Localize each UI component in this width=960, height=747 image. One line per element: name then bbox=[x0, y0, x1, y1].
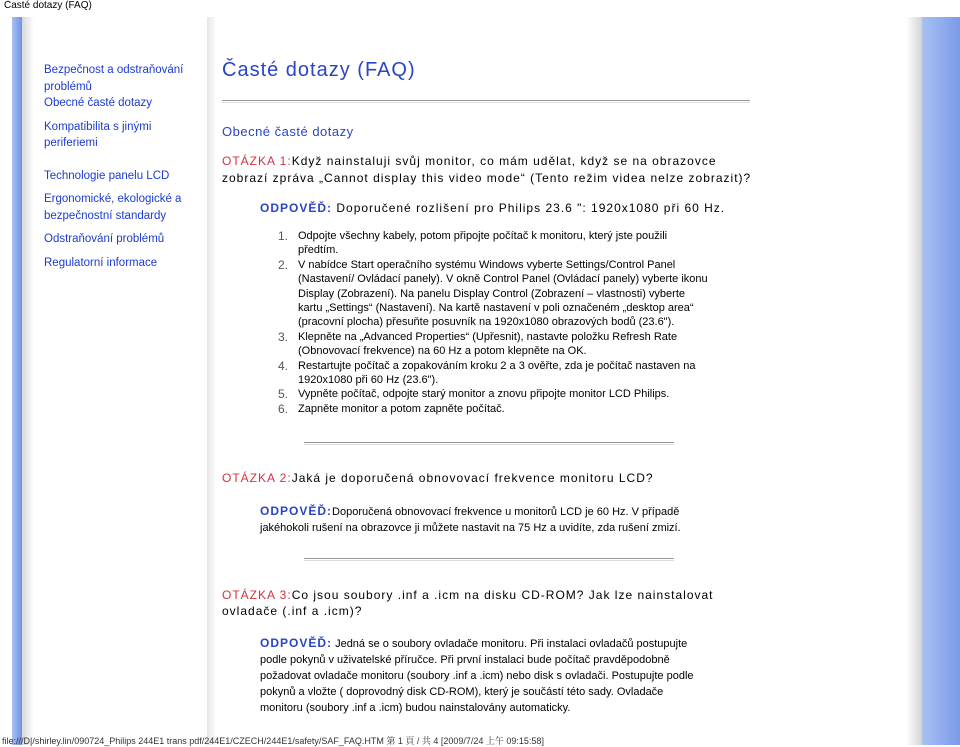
list-item: 4. Restartujte počítač a zopakováním kroku 2 a 3 ověřte, zda je počítač nastaven na 1920x1080 při 60 Hz (23.6"). bbox=[278, 358, 696, 387]
answer-1-label: ODPOVĚĎ: bbox=[260, 201, 333, 215]
page-title: Časté dotazy (FAQ) bbox=[222, 59, 416, 81]
question-3 bbox=[222, 587, 752, 620]
right-decor-stripe bbox=[922, 17, 960, 745]
answer-1-steps bbox=[278, 229, 708, 416]
window-title: Časté dotazy (FAQ) bbox=[4, 0, 92, 11]
sidebar-item-troubleshooting[interactable]: Odstraňování problémů bbox=[44, 233, 165, 245]
question-1-text: Když nainstaluji svůj monitor, co mám udělat, když se na obrazovce zobrazí zpráva „Cannot display this video mode“ (Tento režim videa nelze zobrazit)? bbox=[222, 154, 752, 185]
answer-1 bbox=[260, 200, 752, 217]
list-item: 5. Vypněte počítač, odpojte starý monitor a znovu připojte monitor LCD Philips. bbox=[278, 387, 670, 402]
left-decor-stripe bbox=[12, 17, 22, 745]
question-3-label: OTÁZKA 3: bbox=[222, 587, 292, 602]
question-1 bbox=[222, 153, 752, 186]
left-decor-shadow bbox=[22, 17, 34, 745]
answer-3 bbox=[260, 635, 696, 716]
sidebar-nav bbox=[44, 62, 204, 278]
question-2 bbox=[222, 470, 752, 487]
title-divider bbox=[222, 100, 750, 103]
question-2-text: Jaká je doporučená obnovovací frekvence monitoru LCD? bbox=[291, 471, 654, 486]
list-item: 3. Klepněte na „Advanced Properties“ (Upřesnit), nastavte položku Refresh Rate (Obnovovací frekvence) na 60 Hz a potom klepněte na OK. bbox=[278, 329, 678, 358]
question-1-label: OTÁZKA 1: bbox=[222, 154, 292, 168]
answer-1-text: Doporučené rozlišení pro Philips 23.6 ": 1920x1080 při 60 Hz. bbox=[332, 201, 726, 215]
question-2-label: OTÁZKA 2: bbox=[222, 471, 292, 486]
right-decor-shadow bbox=[906, 17, 922, 745]
list-item: 1. Odpojte všechny kabely, potom připojte počítač k monitoru, který jste použili předtím. bbox=[278, 229, 668, 257]
answer-2 bbox=[260, 503, 720, 536]
section-title: Obecné časté dotazy bbox=[222, 124, 354, 139]
answer-2-text: Doporučená obnovovací frekvence u monitorů LCD je 60 Hz. V případě jakéhokoli rušení na obrazovce ji můžete nastavit na 75 Hz a uvidíte, zda rušení zmizí. bbox=[260, 505, 681, 534]
question-divider bbox=[304, 442, 674, 445]
sidebar-item-compatibility[interactable]: Kompatibilita s jinými periferiemi bbox=[44, 120, 152, 149]
list-item: 2. V nabídce Start operačního systému Windows vyberte Settings/Control Panel (Nastavení/ Ovládací panely). V okně Control Panel (Ovládací panely) vyberte ikonu Display (Zobrazení). Na panelu Display Control (Zobrazení – vlastnosti) vyberte kartu „Settings“ (Nastavení). Na kartě nastavení v poli označeném „desktop area“ (pracovní plocha) přesuňte posuvník na 1920x1080 obrazových bodů (23.6"). bbox=[278, 257, 708, 329]
sidebar-item-ergonomics-standards[interactable]: Ergonomické, ekologické a bezpečnostní standardy bbox=[44, 193, 182, 222]
question-divider bbox=[304, 558, 674, 561]
page-footer: file:///D|/shirley.lin/090724_Philips 244E1 trans pdf/244E1/CZECH/244E1/safety/SAF_FAQ.HTM 第 1 頁 / 共 4 [2009/7/24 上午 09:15:58] bbox=[2, 736, 544, 746]
answer-2-label: ODPOVĚĎ: bbox=[260, 503, 333, 518]
answer-3-text: Jedná se o soubory ovladače monitoru. Při instalaci ovladačů postupujte podle pokynů v uživatelské příručce. Při první instalaci bude počítač pravděpodobně požadovat ovladače monitoru (soubory .inf a .icm) nebo disk s ovladači. Postupujte podle pokynů a vložte ( doprovodný disk CD-ROM), který je součástí této sady. Ovladače monitoru (soubory .inf a .icm) budou nainstalovány automaticky. bbox=[260, 637, 694, 714]
sidebar-item-regulatory[interactable]: Regulatorní informace bbox=[44, 256, 158, 269]
column-divider bbox=[207, 17, 215, 745]
list-item: 6. Zapněte monitor a potom zapněte počítač. bbox=[278, 401, 505, 416]
sidebar-item-lcd-technology[interactable]: Technologie panelu LCD bbox=[44, 169, 170, 182]
main-content bbox=[222, 55, 752, 716]
answer-3-label: ODPOVĚĎ: bbox=[260, 635, 333, 650]
question-3-text: Co jsou soubory .inf a .icm na disku CD-ROM? Jak lze nainstalovat ovladače (.inf a .icm)? bbox=[222, 587, 714, 619]
sidebar-item-safety-troubleshooting[interactable]: Bezpečnost a odstraňování problémů bbox=[44, 64, 184, 93]
sidebar-item-general-faq[interactable]: Obecné časté dotazy bbox=[44, 97, 153, 109]
